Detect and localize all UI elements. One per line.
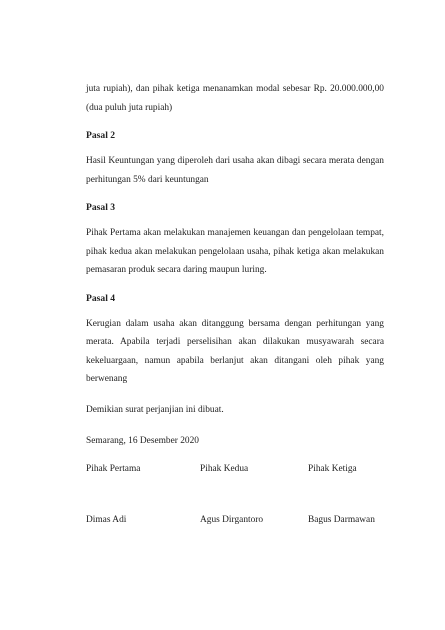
signatory-name-first: Dimas Adi	[86, 514, 127, 525]
article-body: Kerugian dalam usaha akan ditanggung bersama dengan perhitungan yang merata. Apabila terjadi perselisihan akan dilakukan musyawarah secara kekeluargaan, namun apabila berlanjut akan ditangani oleh pihak yang berwenang	[86, 318, 384, 384]
document-body	[86, 80, 384, 535]
article-body: Hasil Keuntungan yang diperoleh dari usaha akan dibagi secara merata dengan perhitungan 5% dari keuntungan	[86, 156, 384, 185]
closing-statement: Demikian surat perjanjian ini dibuat.	[86, 404, 224, 415]
signatory-name-second: Agus Dirgantoro	[200, 514, 264, 525]
place-date: Semarang, 16 Desember 2020	[86, 436, 199, 446]
signatory-name-third: Bagus Darmawan	[308, 514, 375, 525]
signatory-role-second: Pihak Kedua	[200, 463, 249, 474]
article-heading: Pasal 2	[86, 130, 116, 141]
article-pasal-4	[86, 292, 384, 389]
signatory-names	[86, 515, 384, 535]
article-heading: Pasal 3	[86, 202, 116, 213]
intro-paragraph: juta rupiah), dan pihak ketiga menanamkan modal sebesar Rp. 20.000.000,00 (dua puluh juta rupiah)	[86, 84, 384, 113]
signatory-role-third: Pihak Ketiga	[308, 463, 357, 474]
article-heading: Pasal 4	[86, 292, 116, 304]
signatory-role-first: Pihak Pertama	[86, 463, 141, 474]
article-pasal-3	[86, 201, 384, 280]
article-body: Pihak Pertama akan melakukan manajemen keuangan dan pengelolaan tempat, pihak kedua akan melakukan pengelolaan usaha, pihak ketiga akan melakukan pemasaran produk secara daring maupun luring.	[86, 228, 384, 275]
signatory-roles	[86, 464, 384, 484]
article-pasal-2	[86, 129, 384, 189]
